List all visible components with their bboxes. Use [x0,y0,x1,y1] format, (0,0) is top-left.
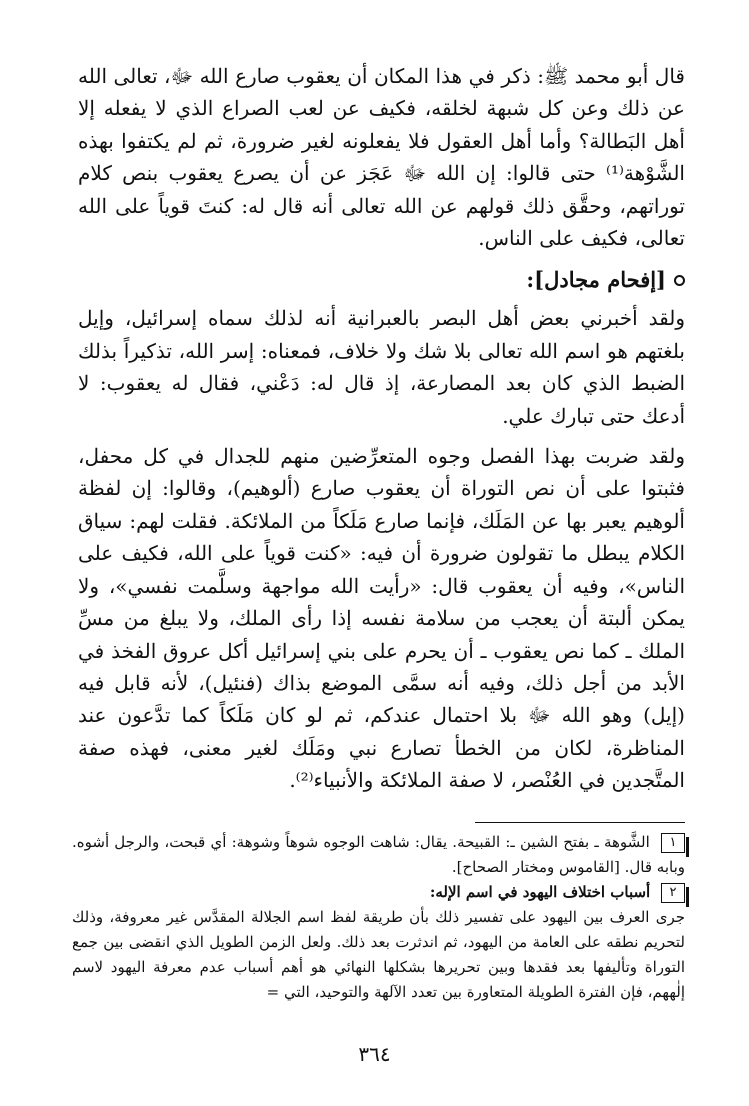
footnote-number-badge: ١ [661,833,685,853]
paragraph-3: ولقد ضربت بهذا الفصل وجوه المتعرِّضين منهم للجدال في كل محفل، فثبتوا على أن نص التوراة أن يعقوب صارع (ألوهيم)، وقالوا: إن لفظة ألوهيم يعبر بها عن المَلَك، فإنما صارع مَلَكاً من الملائكة. فقلت لهم: سياق الكلام يبطل ما تقولون ضرورة أن فيه: «كنت قوياً على الله، فكيف على الناس»، وفيه أن يعقوب قال: «رأيت الله مواجهة وسلَّمت نفسي»، ولا يمكن ألبتة أن يعجب من سلامة نفسه إذا رأى الملك، ولا يبلغ من مسِّ الملك ـ كما نص يعقوب ـ أن يحرم على بني إسرائيل أكل عروق الفخذ في الأبد من أجل ذلك، وفيه أنه سمَّى الموضع بذاك (فنئيل)، لأنه قابل فيه (إيل) وهو الله ﷻ بلا احتمال عندكم، ثم لو كان مَلَكاً كما تدَّعون عند المناظرة، لكان من الخطأ تصارع نبي ومَلَك لغير معنى، فهذه صفة المتَّجدين في العُنْصر، لا صفة الملائكة والأنبياء⁽²⁾. [78,444,685,793]
main-text [78,60,685,797]
section-heading-text: [إفحام مجادل]: [526,267,666,293]
footnote-2-body: جرى العرف بين اليهود على تفسير ذلك بأن طريقة لفظ اسم الجلالة المقدَّس غير معروفة، وذلك لتحريم نطقه على العامة من اليهود، ثم اندثرت بعد ذلك. ولعل الزمن الطويل الذي انقضى بين جمع التوراة وتأليفها بعد فقدها وبين تحريرها بشكلها النهائي هو أهم أسباب عدم معرفة اليهود لاسم إلٰههم، فإن الفترة الطويلة المتعاورة بين تعدد الآلهة والتوحيد، التي = [72,908,685,1001]
footnote-number-badge: ٢ [661,883,685,903]
footnote-divider [475,822,685,823]
circle-bullet-icon [674,275,685,286]
footnote-title: أسباب اختلاف اليهود في اسم الإله: [429,883,651,901]
page-number: ٣٦٤ [358,1042,391,1066]
paragraph-1: قال أبو محمد ﷺ: ذكر في هذا المكان أن يعقوب صارع الله ﷻ، تعالى الله عن ذلك وعن كل شبهة لخلقه، فكيف عن لعب الصراع الذي لا يفعله إلا أهل البَطالة؟ وأما أهل العقول فلا يفعلونه لغير ضرورة، ثم لم يكتفوا بهذه الشَّوْهة⁽¹⁾ حتى قالوا: إن الله ﷻ عَجَز عن أن يصرع يعقوب بنص كلام توراتهم، وحقَّق ذلك قولهم عن الله تعالى أنه قال له: كنتَ قوياً على الله تعالى، فكيف على الناس. [78,64,685,251]
footnote-2 [72,880,685,905]
footnote-1 [72,830,685,880]
section-heading [78,264,685,296]
footnote-text: الشَّوهة ـ بفتح الشين ـ: القبيحة. يقال: شاهت الوجوه شوهاً وشوهة: أي قبحت، والرجل أشوه. وبابه قال. [القاموس ومختار الصحاح]. [72,833,685,876]
footnotes [72,830,685,1005]
paragraph-2: ولقد أخبرني بعض أهل البصر بالعبرانية أنه لذلك سماه إسرائيل، وإيل بلغتهم هو اسم الله تعالى بلا شك ولا خلاف، فمعناه: إسر الله، تذكيراً بذلك الضبط الذي كان بعد المصارعة، إذ قال له: دَعْني، فقال له يعقوب: لا أدعك حتى تبارك علي. [78,306,686,428]
